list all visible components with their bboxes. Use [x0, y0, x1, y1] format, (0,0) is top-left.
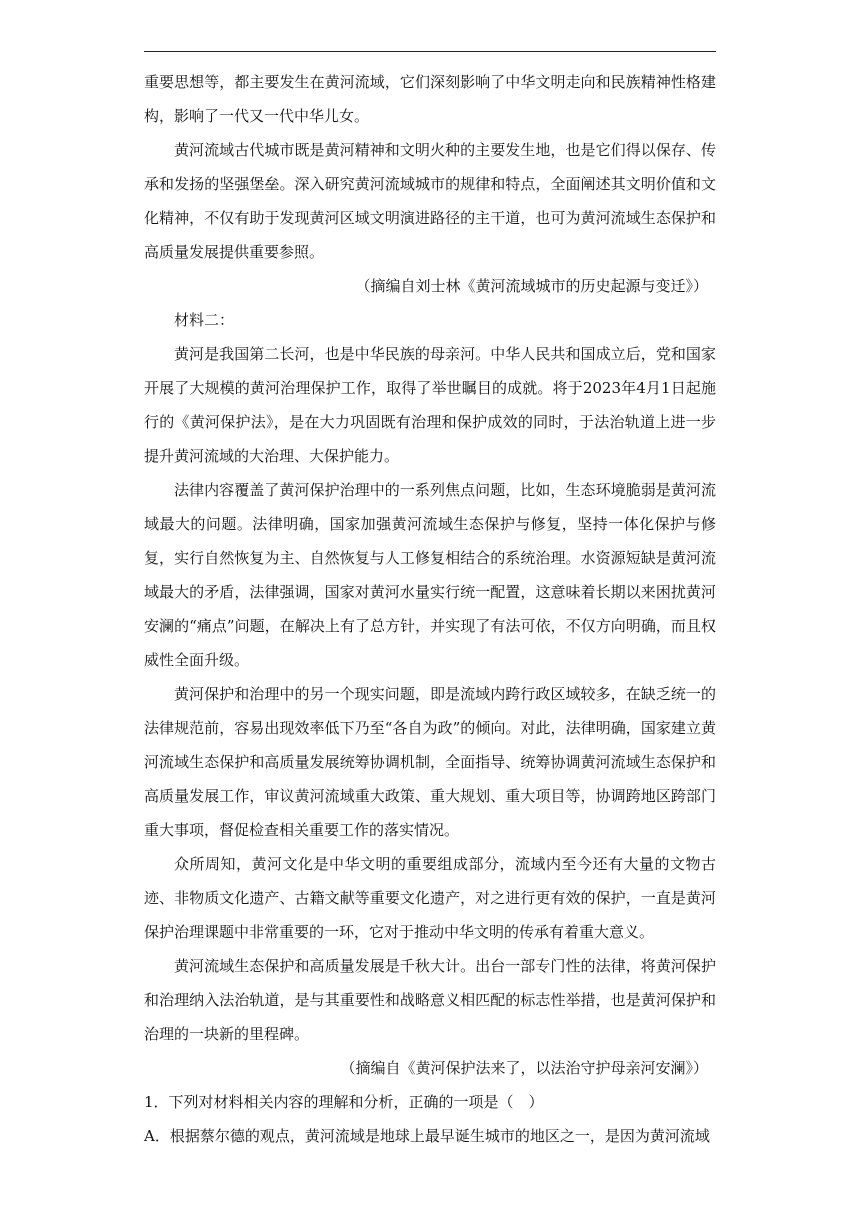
question-stem: 1．下列对材料相关内容的理解和分析，正确的一项是（ ） — [144, 1093, 544, 1111]
source-citation: （摘编自刘士林《黄河流域城市的历史起源与变迁》） — [355, 277, 708, 295]
paragraph: 黄河流域古代城市既是黄河精神和文明火种的主要发生地，也是它们得以保存、传承和发扬的坚强堡垒。深入研究黄河流域城市的规律和特点，全面阐述其文明价值和文化精神，不仅有助于发现黄河区域文明演进路径的主干道，也可为黄河流域生态保护和高质量发展提供重要参照。 — [144, 141, 716, 261]
section-heading: 材料二： — [174, 311, 235, 329]
paragraph: 重要思想等，都主要发生在黄河流域，它们深刻影响了中华文明走向和民族精神性格建构，影响了一代又一代中华儿女。 — [144, 73, 716, 125]
paragraph: 众所周知，黄河文化是中华文明的重要组成部分，流域内至今还有大量的文物古迹、非物质文化遗产、古籍文献等重要文化遗产，对之进行更有效的保护，一直是黄河保护治理课题中非常重要的一环，它对于推动中华文明的传承有着重大意义。 — [144, 855, 716, 941]
paragraph: 黄河保护和治理中的另一个现实问题，即是流域内跨行政区域较多，在缺乏统一的法律规范前，容易出现效率低下乃至“各自为政”的倾向。对此，法律明确，国家建立黄河流域生态保护和高质量发展统筹协调机制，全面指导、统筹协调黄河流域生态保护和高质量发展工作，审议黄河流域重大政策、重大规划、重大项目等，协调跨地区跨部门重大事项，督促检查相关重要工作的落实情况。 — [144, 685, 716, 839]
document-body — [144, 65, 716, 1153]
paragraph: 法律内容覆盖了黄河保护治理中的一系列焦点问题，比如，生态环境脆弱是黄河流域最大的问题。法律明确，国家加强黄河流域生态保护与修复，坚持一体化保护与修复，实行自然恢复为主、自然恢复与人工修复相结合的系统治理。水资源短缺是黄河流域最大的矛盾，法律强调，国家对黄河水量实行统一配置，这意味着长期以来困扰黄河安澜的“痛点”问题，在解决上有了总方针，并实现了有法可依，不仅方向明确，而且权威性全面升级。 — [144, 481, 716, 669]
paragraph: 黄河是我国第二长河，也是中华民族的母亲河。中华人民共和国成立后，党和国家开展了大规模的黄河治理保护工作，取得了举世瞩目的成就。将于2023年4月1日起施行的《黄河保护法》，是在大力巩固既有治理和保护成效的同时，于法治轨道上进一步提升黄河流域的大治理、大保护能力。 — [144, 345, 716, 465]
paragraph: 黄河流域生态保护和高质量发展是千秋大计。出台一部专门性的法律，将黄河保护和治理纳入法治轨道，是与其重要性和战略意义相匹配的标志性举措，也是黄河保护和治理的一块新的里程碑。 — [144, 957, 716, 1043]
header-rule — [144, 51, 716, 52]
answer-option-a: A．根据蔡尔德的观点，黄河流域是地球上最早诞生城市的地区之一，是因为黄河流域 — [144, 1127, 710, 1145]
source-citation: （摘编自《黄河保护法来了，以法治守护母亲河安澜》） — [340, 1059, 708, 1077]
